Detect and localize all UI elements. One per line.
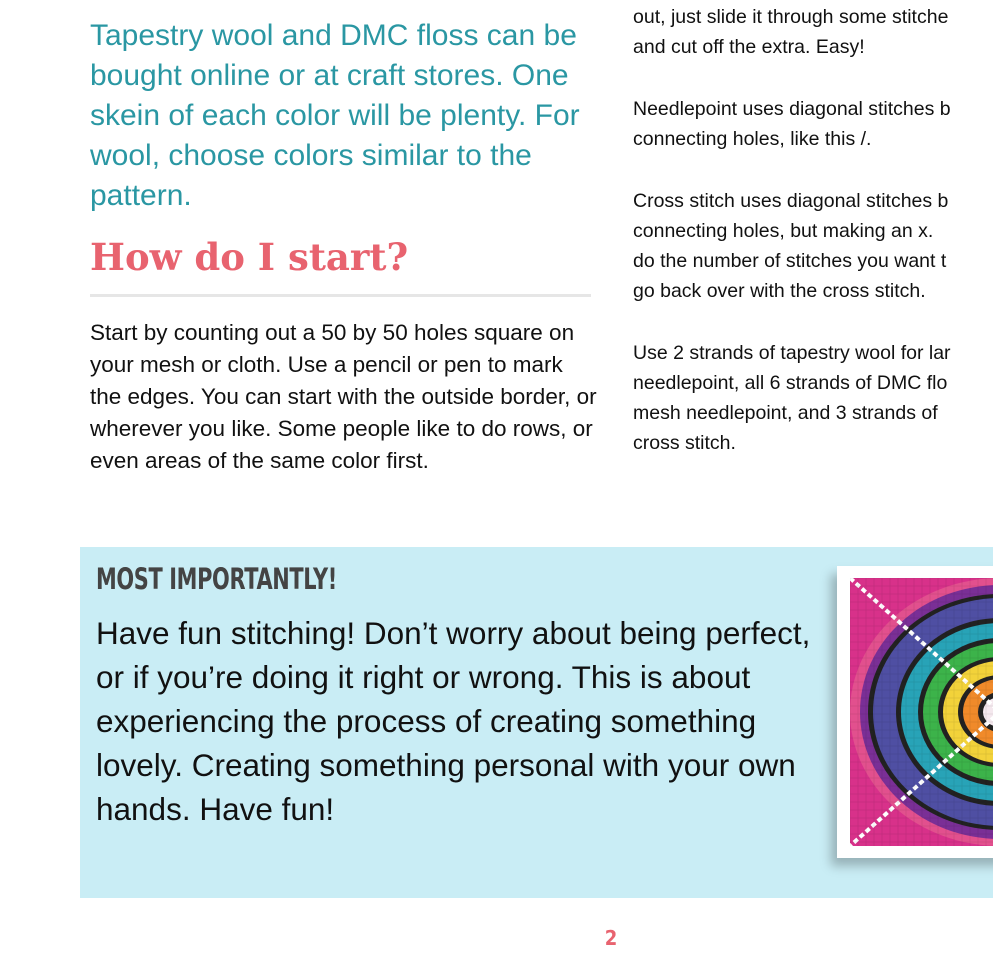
right-line: and cut off the extra. Easy!: [633, 36, 865, 58]
right-line: cross stitch.: [633, 432, 736, 454]
right-column: [633, 2, 993, 490]
right-line: do the number of stitches you want t: [633, 250, 947, 272]
right-line: out, just slide it through some stitche: [633, 6, 949, 28]
right-line: Cross stitch uses diagonal stitches b: [633, 190, 949, 212]
right-line: Use 2 strands of tapestry wool for lar: [633, 342, 951, 364]
right-paragraph-4: [633, 338, 993, 458]
right-line: mesh needlepoint, and 3 strands of: [633, 402, 938, 424]
right-paragraph-1: [633, 2, 993, 62]
section-divider: [90, 294, 591, 297]
right-line: connecting holes, like this /.: [633, 128, 872, 150]
callout-text: Have fun stitching! Don’t worry about being perfect, or if you’re doing it right or wrong. This is about experiencing the process of creating something lovely. Creating something personal with your own hands. Have fun!: [96, 615, 811, 827]
right-line: Needlepoint uses diagonal stitches b: [633, 98, 951, 120]
intro-paragraph: Tapestry wool and DMC floss can be bought online or at craft stores. One skein of each color will be plenty. For wool, choose colors similar to the pattern.: [90, 19, 580, 212]
callout-box: [80, 547, 993, 898]
right-paragraph-3: [633, 186, 993, 306]
right-paragraph-2: [633, 94, 993, 154]
section-heading: How do I start?: [90, 235, 409, 279]
right-line: connecting holes, but making an x.: [633, 220, 934, 242]
pattern-photo: [837, 566, 993, 858]
intro-text: [90, 16, 600, 216]
rainbow-stitch-pattern-icon: [850, 578, 993, 846]
right-line: needlepoint, all 6 strands of DMC flo: [633, 372, 948, 394]
page-number: 2: [604, 926, 618, 950]
callout-title: MOST IMPORTANTLY!: [96, 562, 337, 596]
section-body: Start by counting out a 50 by 50 holes square on your mesh or cloth. Use a pencil or pen to mark the edges. You can start with the outside border, or wherever you like. Some people like to do rows, or even areas of the same color first.: [90, 320, 597, 473]
right-line: go back over with the cross stitch.: [633, 280, 926, 302]
